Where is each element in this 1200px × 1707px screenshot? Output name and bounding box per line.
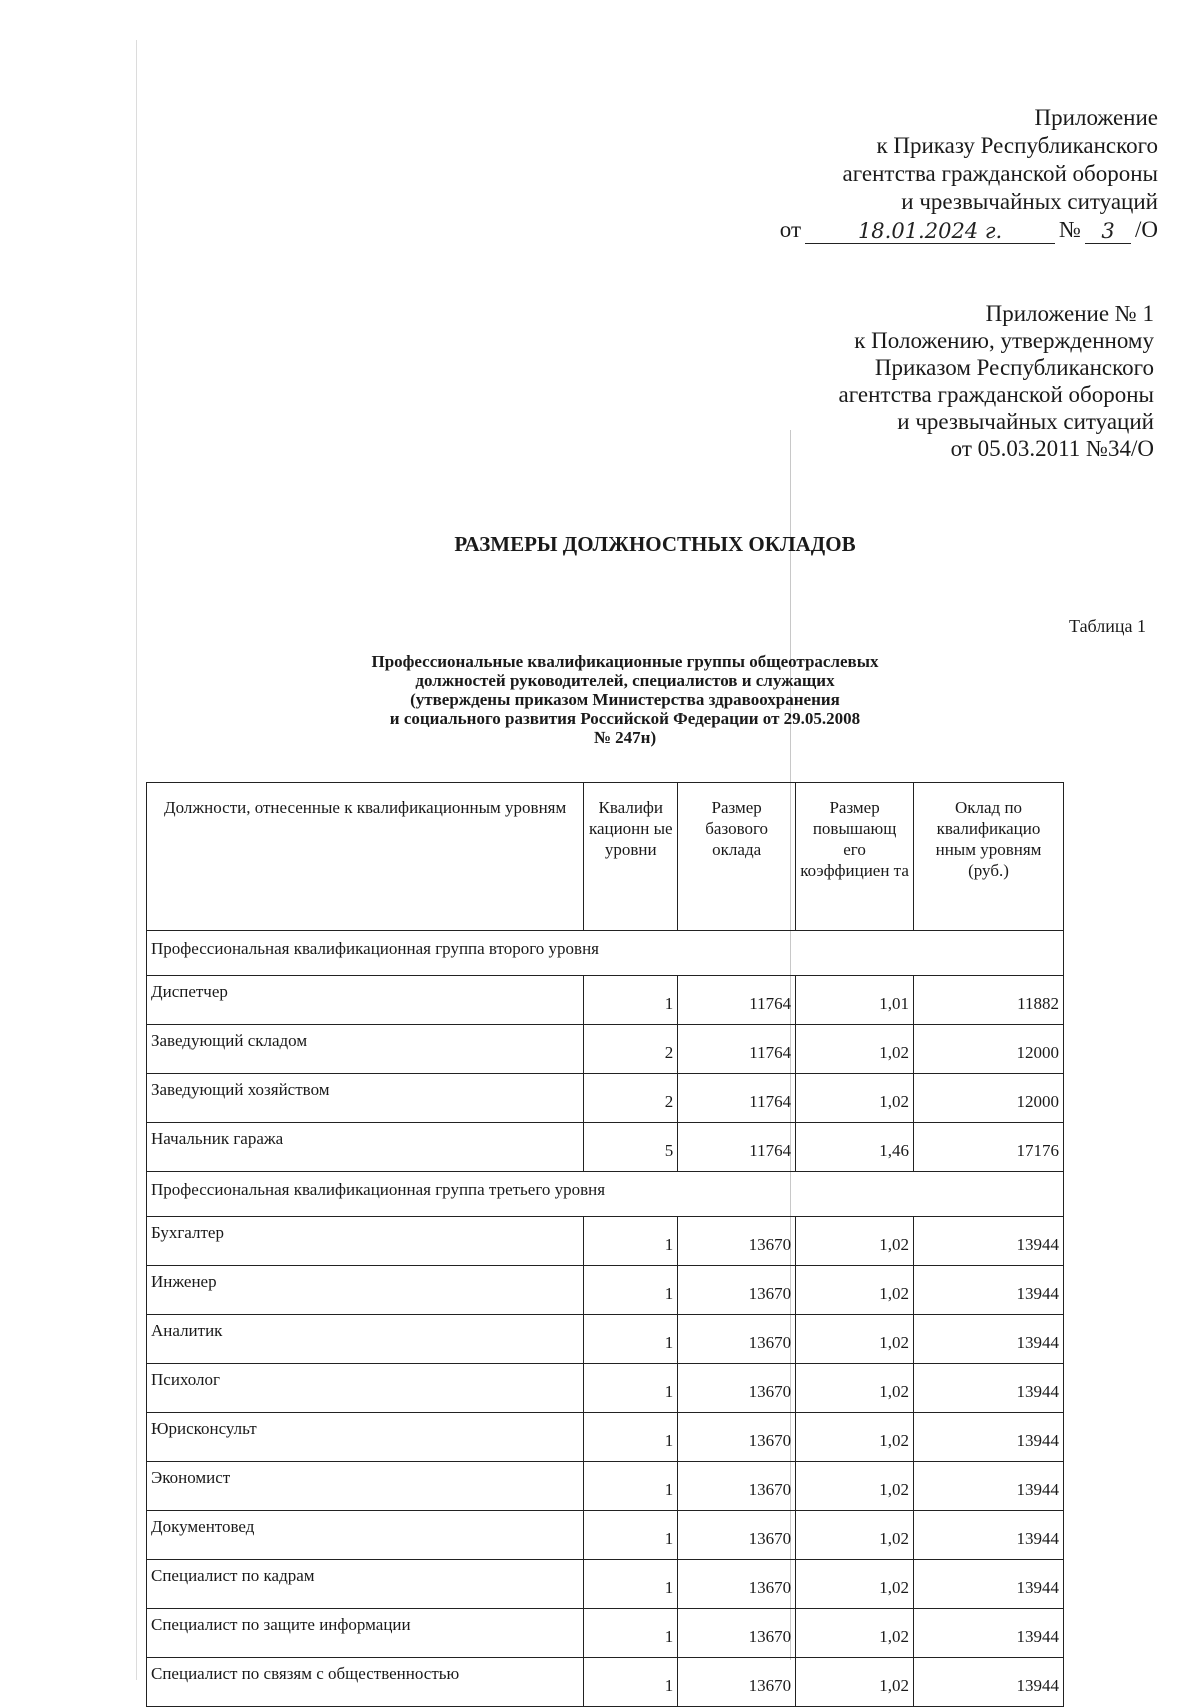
salary-cell: 13944 xyxy=(914,1364,1064,1413)
base-salary-cell: 13670 xyxy=(678,1658,796,1707)
approval-line: к Приказу Республиканского xyxy=(876,133,1158,158)
table-row xyxy=(147,1217,1064,1266)
coefficient-cell: 1,02 xyxy=(796,1217,914,1266)
table-row xyxy=(147,1266,1064,1315)
subtitle-line: (утверждены приказом Министерства здравоохранения xyxy=(410,690,840,709)
group-title: Профессиональная квалификационная группа третьего уровня xyxy=(147,1172,1064,1217)
table-row xyxy=(147,1609,1064,1658)
base-salary-cell: 13670 xyxy=(678,1413,796,1462)
base-salary-cell: 13670 xyxy=(678,1609,796,1658)
base-salary-cell: 13670 xyxy=(678,1364,796,1413)
table-body xyxy=(147,931,1064,1707)
header-coefficient: Размер повышающ его коэффициен та xyxy=(796,783,914,931)
salary-cell: 11882 xyxy=(914,976,1064,1025)
base-salary-cell: 11764 xyxy=(678,1025,796,1074)
salary-cell: 13944 xyxy=(914,1609,1064,1658)
level-cell: 2 xyxy=(584,1025,678,1074)
base-salary-cell: 11764 xyxy=(678,1123,796,1172)
salary-cell: 12000 xyxy=(914,1025,1064,1074)
salary-table xyxy=(146,782,1064,1707)
level-cell: 1 xyxy=(584,1560,678,1609)
table-subtitle xyxy=(300,652,950,747)
position-cell: Заведующий складом xyxy=(147,1025,584,1074)
salary-cell: 13944 xyxy=(914,1511,1064,1560)
coefficient-cell: 1,01 xyxy=(796,976,914,1025)
annex-line: к Положению, утвержденному xyxy=(854,328,1154,353)
subtitle-line: и социального развития Российской Федерации от 29.05.2008 xyxy=(389,709,861,728)
header-base-salary: Размер базового оклада xyxy=(678,783,796,931)
level-cell: 1 xyxy=(584,1658,678,1707)
annex-line: Приложение № 1 xyxy=(985,301,1154,326)
table-label: Таблица 1 xyxy=(1069,616,1146,636)
position-cell: Психолог xyxy=(147,1364,584,1413)
group-row xyxy=(147,1172,1064,1217)
table-row xyxy=(147,1074,1064,1123)
coefficient-cell: 1,02 xyxy=(796,1511,914,1560)
group-title: Профессиональная квалификационная группа второго уровня xyxy=(147,931,1064,976)
handwritten-date: 18.01.2024 г. xyxy=(805,219,1055,244)
salary-cell: 13944 xyxy=(914,1266,1064,1315)
scan-edge-line xyxy=(136,40,137,1680)
table-row xyxy=(147,1462,1064,1511)
position-cell: Диспетчер xyxy=(147,976,584,1025)
level-cell: 1 xyxy=(584,1511,678,1560)
group-row xyxy=(147,931,1064,976)
salary-cell: 13944 xyxy=(914,1560,1064,1609)
table-header-row xyxy=(147,783,1064,931)
annex-line: Приказом Республиканского xyxy=(874,355,1154,380)
number-suffix: /О xyxy=(1135,217,1158,242)
salary-cell: 13944 xyxy=(914,1462,1064,1511)
table-row xyxy=(147,1025,1064,1074)
position-cell: Заведующий хозяйством xyxy=(147,1074,584,1123)
coefficient-cell: 1,02 xyxy=(796,1462,914,1511)
coefficient-cell: 1,02 xyxy=(796,1364,914,1413)
base-salary-cell: 13670 xyxy=(678,1462,796,1511)
level-cell: 1 xyxy=(584,1609,678,1658)
coefficient-cell: 1,46 xyxy=(796,1123,914,1172)
level-cell: 1 xyxy=(584,1315,678,1364)
position-cell: Юрисконсульт xyxy=(147,1413,584,1462)
salary-cell: 13944 xyxy=(914,1658,1064,1707)
subtitle-line: Профессиональные квалификационные группы общеотраслевых xyxy=(371,652,879,671)
coefficient-cell: 1,02 xyxy=(796,1074,914,1123)
coefficient-cell: 1,02 xyxy=(796,1658,914,1707)
annex-block xyxy=(839,300,1154,462)
approval-line: и чрезвычайных ситуаций xyxy=(901,189,1158,214)
level-cell: 5 xyxy=(584,1123,678,1172)
level-cell: 1 xyxy=(584,1364,678,1413)
level-cell: 1 xyxy=(584,976,678,1025)
annex-line: от 05.03.2011 №34/О xyxy=(950,436,1154,461)
level-cell: 1 xyxy=(584,1266,678,1315)
table-row xyxy=(147,1560,1064,1609)
annex-line: агентства гражданской обороны xyxy=(838,382,1154,407)
position-cell: Бухгалтер xyxy=(147,1217,584,1266)
position-cell: Документовед xyxy=(147,1511,584,1560)
table-row xyxy=(147,976,1064,1025)
position-cell: Специалист по связям с общественностью xyxy=(147,1658,584,1707)
base-salary-cell: 13670 xyxy=(678,1266,796,1315)
base-salary-cell: 13670 xyxy=(678,1511,796,1560)
from-label: от xyxy=(779,217,802,242)
table-row xyxy=(147,1315,1064,1364)
approval-block xyxy=(780,104,1158,244)
table-row xyxy=(147,1364,1064,1413)
level-cell: 1 xyxy=(584,1217,678,1266)
approval-date-line xyxy=(780,216,1158,244)
table-row xyxy=(147,1511,1064,1560)
header-salary: Оклад по квалификацио нным уровням (руб.) xyxy=(914,783,1064,931)
base-salary-cell: 13670 xyxy=(678,1217,796,1266)
annex-line: и чрезвычайных ситуаций xyxy=(897,409,1154,434)
salary-cell: 17176 xyxy=(914,1123,1064,1172)
base-salary-cell: 13670 xyxy=(678,1315,796,1364)
coefficient-cell: 1,02 xyxy=(796,1560,914,1609)
salary-cell: 13944 xyxy=(914,1217,1064,1266)
coefficient-cell: 1,02 xyxy=(796,1315,914,1364)
header-level: Квалифи кационн ые уровни xyxy=(584,783,678,931)
coefficient-cell: 1,02 xyxy=(796,1025,914,1074)
handwritten-number: 3 xyxy=(1085,219,1131,244)
number-label: № xyxy=(1059,217,1081,242)
base-salary-cell: 13670 xyxy=(678,1560,796,1609)
coefficient-cell: 1,02 xyxy=(796,1413,914,1462)
position-cell: Специалист по защите информации xyxy=(147,1609,584,1658)
position-cell: Инженер xyxy=(147,1266,584,1315)
approval-line: агентства гражданской обороны xyxy=(842,161,1158,186)
coefficient-cell: 1,02 xyxy=(796,1609,914,1658)
subtitle-line: № 247н) xyxy=(593,728,657,747)
position-cell: Аналитик xyxy=(147,1315,584,1364)
base-salary-cell: 11764 xyxy=(678,1074,796,1123)
document-title: РАЗМЕРЫ ДОЛЖНОСТНЫХ ОКЛАДОВ xyxy=(454,532,856,556)
base-salary-cell: 11764 xyxy=(678,976,796,1025)
table-row xyxy=(147,1658,1064,1707)
salary-cell: 13944 xyxy=(914,1315,1064,1364)
level-cell: 2 xyxy=(584,1074,678,1123)
salary-cell: 12000 xyxy=(914,1074,1064,1123)
level-cell: 1 xyxy=(584,1462,678,1511)
header-position: Должности, отнесенные к квалификационным уровням xyxy=(147,783,584,931)
position-cell: Экономист xyxy=(147,1462,584,1511)
coefficient-cell: 1,02 xyxy=(796,1266,914,1315)
salary-cell: 13944 xyxy=(914,1413,1064,1462)
subtitle-line: должностей руководителей, специалистов и служащих xyxy=(415,671,835,690)
level-cell: 1 xyxy=(584,1413,678,1462)
table-row xyxy=(147,1413,1064,1462)
position-cell: Начальник гаража xyxy=(147,1123,584,1172)
approval-line: Приложение xyxy=(1034,105,1158,130)
position-cell: Специалист по кадрам xyxy=(147,1560,584,1609)
table-row xyxy=(147,1123,1064,1172)
